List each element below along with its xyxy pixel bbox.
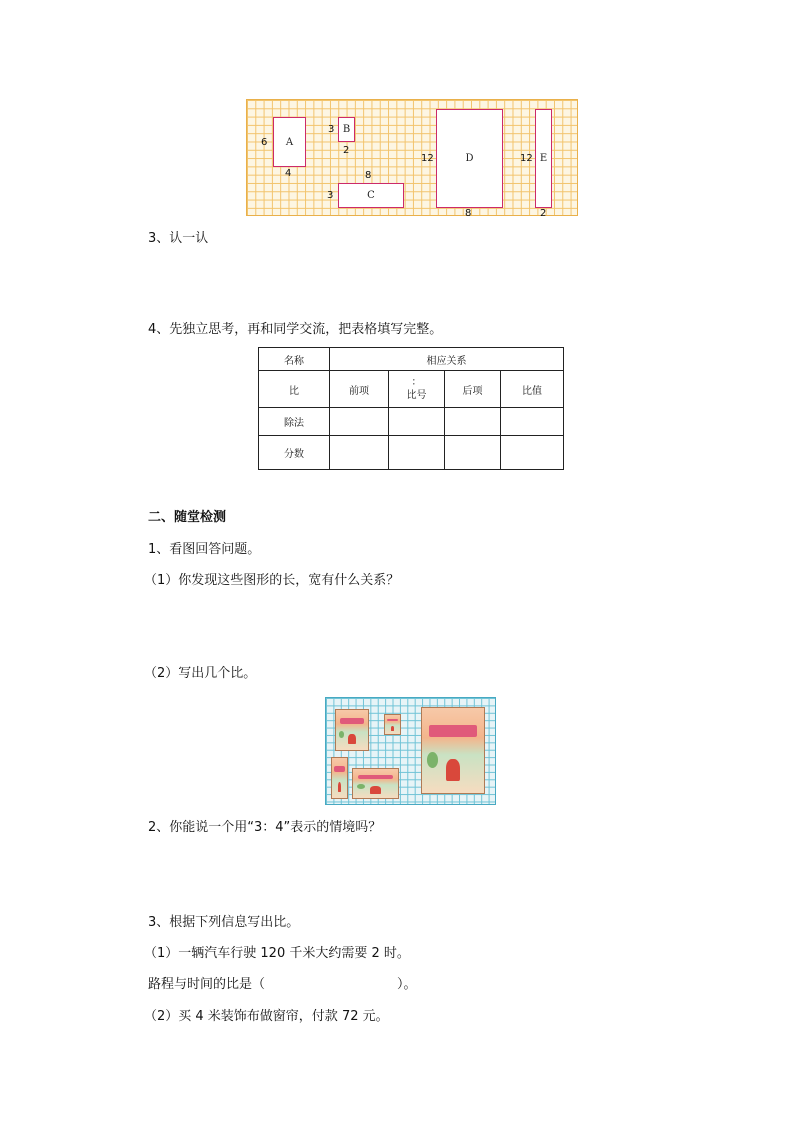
s2-question-3-part-2: （2）买 4 米装饰布做窗帘，付款 72 元。	[144, 1009, 389, 1024]
rect-b	[338, 117, 355, 142]
s2-question-3: 3、根据下列信息写出比。	[148, 915, 300, 930]
table-cell[interactable]	[330, 408, 389, 436]
book-cover-image	[335, 709, 369, 751]
question-3: 3、认一认	[148, 231, 209, 246]
relation-table	[258, 347, 564, 470]
table-cell[interactable]	[501, 408, 564, 436]
rect-b-label: B	[342, 124, 351, 135]
s2-question-3-part-1: （1）一辆汽车行驶 120 千米大约需要 2 时。	[144, 946, 410, 961]
grid-figure	[246, 99, 578, 219]
rect-c	[338, 183, 404, 208]
rect-c-height-label: 3	[327, 190, 334, 201]
table-col-value: 比值	[501, 371, 564, 408]
s2-question-1-part-1: （1）你发现这些图形的长，宽有什么关系？	[144, 573, 400, 588]
question-4: 4、先独立思考，再和同学交流，把表格填写完整。	[148, 322, 443, 337]
rect-c-width-label: 8	[365, 170, 372, 181]
rect-e-label: E	[539, 153, 548, 164]
rect-c-label: C	[367, 190, 375, 201]
rect-d-height-label: 12	[421, 153, 434, 164]
book-cover-image	[331, 757, 348, 799]
rect-d	[436, 109, 503, 208]
table-row-ratio-label: 比	[259, 371, 330, 408]
table-cell[interactable]	[445, 436, 501, 470]
s2-question-1-part-2: （2）写出几个比。	[144, 666, 257, 681]
table-row-division-label: 除法	[259, 408, 330, 436]
rect-d-width-label: 8	[465, 208, 472, 219]
table-row-fraction-label: 分数	[259, 436, 330, 470]
rect-a	[273, 117, 306, 167]
answer-suffix: ）。	[397, 977, 417, 992]
table-col-front: 前项	[330, 371, 389, 408]
rect-b-width-label: 2	[343, 145, 350, 156]
table-cell[interactable]	[501, 436, 564, 470]
section-2-title: 二、随堂检测	[148, 510, 227, 525]
ratio-sign-label: 比号	[406, 390, 427, 401]
s2-question-1: 1、看图回答问题。	[148, 542, 261, 557]
table-col-ratio-sign	[389, 371, 445, 408]
rect-a-height-label: 6	[261, 137, 268, 148]
s2-question-2: 2、你能说一个用“3：4”表示的情境吗？	[148, 820, 382, 835]
book-cover-image	[384, 714, 401, 735]
rect-b-height-label: 3	[328, 124, 335, 135]
table-cell[interactable]	[389, 436, 445, 470]
book-cover-image	[352, 768, 399, 799]
answer-prefix: 路程与时间的比是（	[148, 977, 266, 992]
table-cell[interactable]	[389, 408, 445, 436]
rect-a-width-label: 4	[285, 168, 292, 179]
rect-e	[535, 109, 552, 208]
table-cell[interactable]	[330, 436, 389, 470]
table-header-relation: 相应关系	[330, 348, 564, 371]
table-cell[interactable]	[445, 408, 501, 436]
book-cover-grid-image	[325, 697, 496, 805]
book-cover-image	[421, 707, 485, 794]
rect-e-width-label: 2	[540, 208, 547, 219]
table-header-name: 名称	[259, 348, 330, 371]
ratio-colon: ：	[411, 377, 422, 388]
rect-d-label: D	[465, 153, 474, 164]
s2-question-3-answer-line	[148, 977, 417, 993]
rect-a-label: A	[285, 136, 294, 148]
table-col-back: 后项	[445, 371, 501, 408]
rect-e-height-label: 12	[520, 153, 533, 164]
